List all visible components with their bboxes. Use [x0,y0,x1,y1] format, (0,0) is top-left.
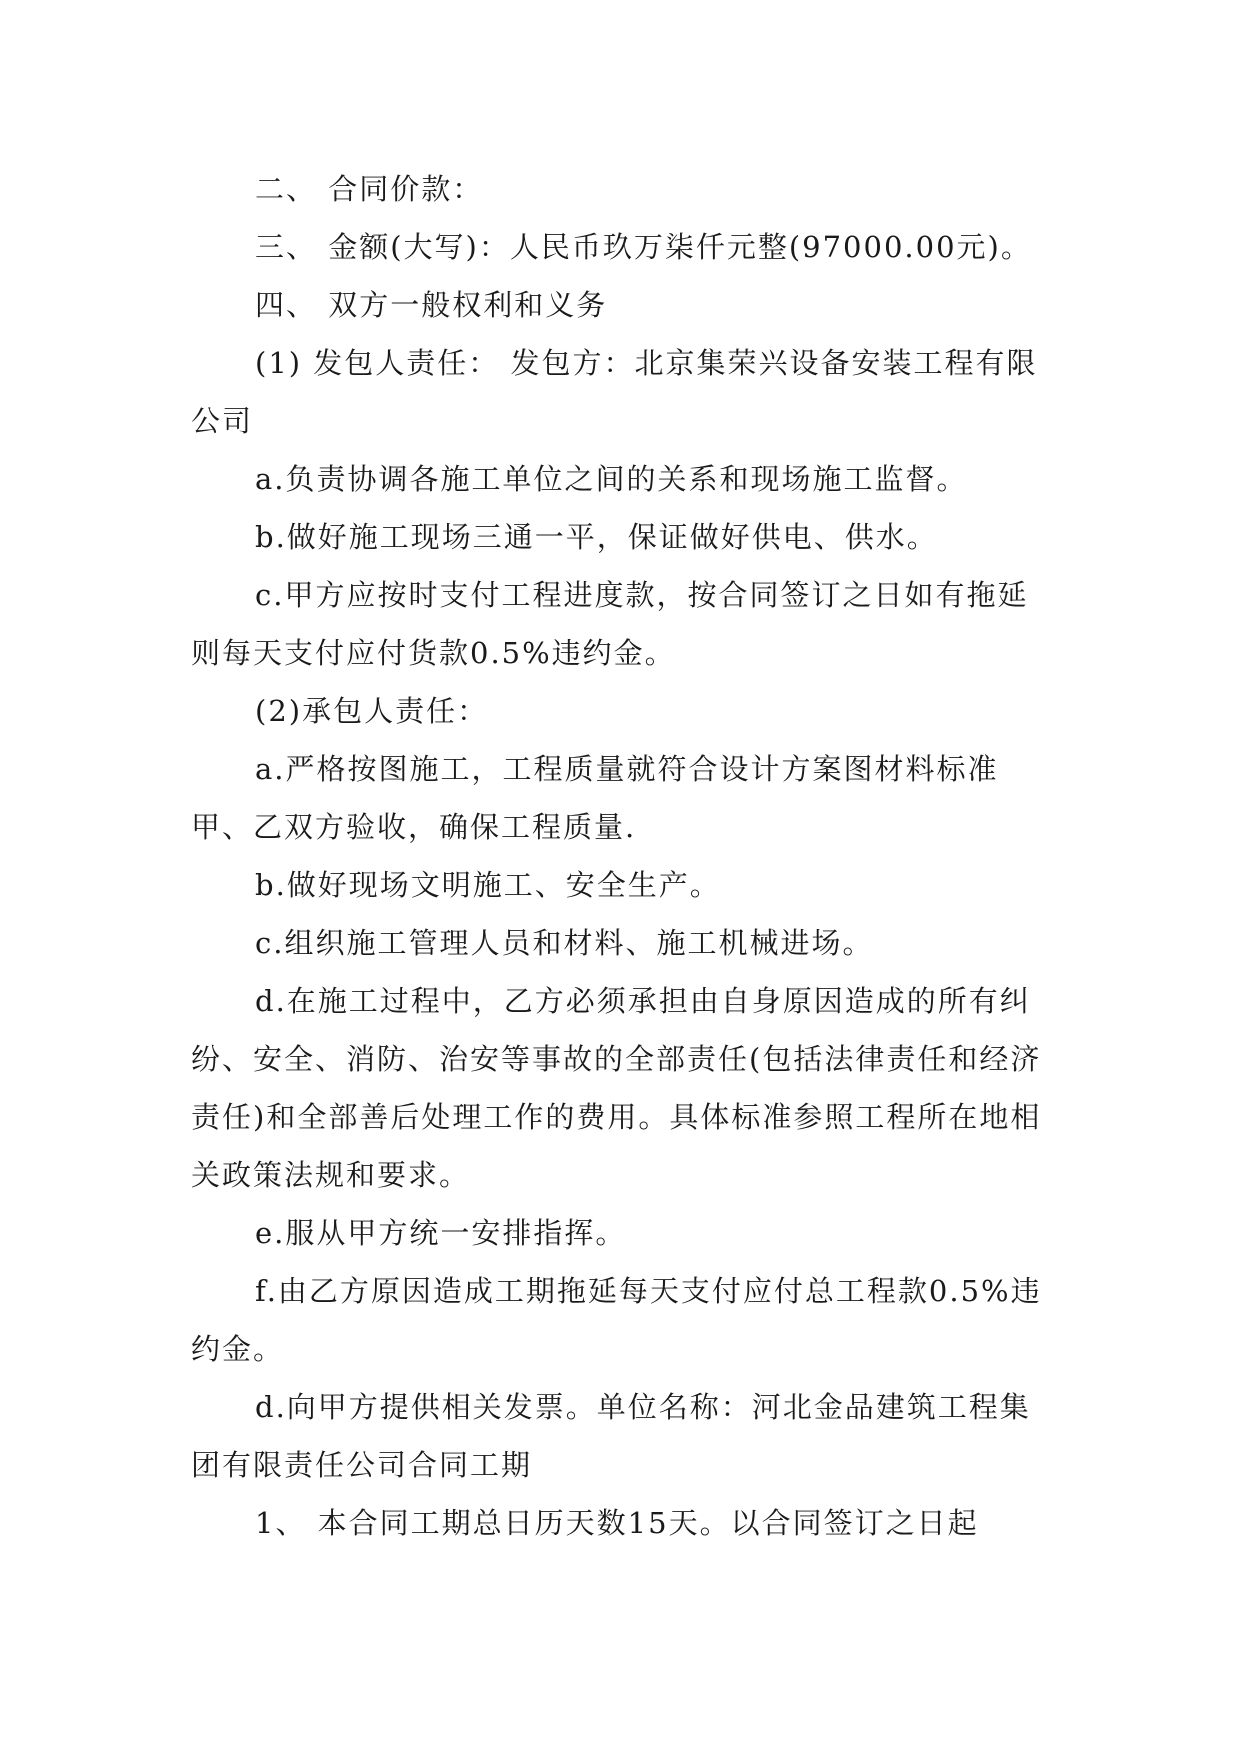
contractor-responsibility-heading: (2)承包人责任： [255,694,489,728]
employer-item-a: a.负责协调各施工单位之间的关系和现场施工监督。 [255,462,968,496]
contractor-item-c: c.组织施工管理人员和材料、施工机械进场。 [255,926,874,960]
contractor-item-d-invoice: d.向甲方提供相关发票。单位名称：河北金品建筑工程集团有限责任公司合同工期 [191,1390,1031,1482]
section-4-rights-obligations: 四、 双方一般权利和义务 [255,288,608,322]
contractor-item-d: d.在施工过程中，乙方必须承担由自身原因造成的所有纠纷、安全、消防、治安等事故的全部责任(包括法律责任和经济责任)和全部善后处理工作的费用。具体标准参照工程所在地相关政策法规和要求。 [191,984,1042,1192]
contract-period-item-1: 1、 本合同工期总日历天数15天。以合同签订之日起 [255,1506,979,1540]
section-3-amount: 三、 金额(大写)：人民币玖万柒仟元整(97000.00元)。 [255,230,1032,264]
employer-item-b: b.做好施工现场三通一平，保证做好供电、供水。 [255,520,938,554]
employer-responsibility-heading: (1) 发包人责任： 发包方：北京集荣兴设备安装工程有限公司 [191,346,1038,438]
contractor-item-f: f.由乙方原因造成工期拖延每天支付应付总工程款0.5%违约金。 [191,1274,1042,1366]
contractor-item-e: e.服从甲方统一安排指挥。 [255,1216,627,1250]
contractor-item-b: b.做好现场文明施工、安全生产。 [255,868,721,902]
contractor-item-a: a.严格按图施工，工程质量就符合设计方案图材料标准甲、乙双方验收，确保工程质量. [191,752,999,844]
document-body [191,160,1051,1552]
section-2-contract-price: 二、 合同价款： [255,172,484,206]
employer-item-c: c.甲方应按时支付工程进度款，按合同签订之日如有拖延则每天支付应付货款0.5%违约金。 [191,578,1029,670]
